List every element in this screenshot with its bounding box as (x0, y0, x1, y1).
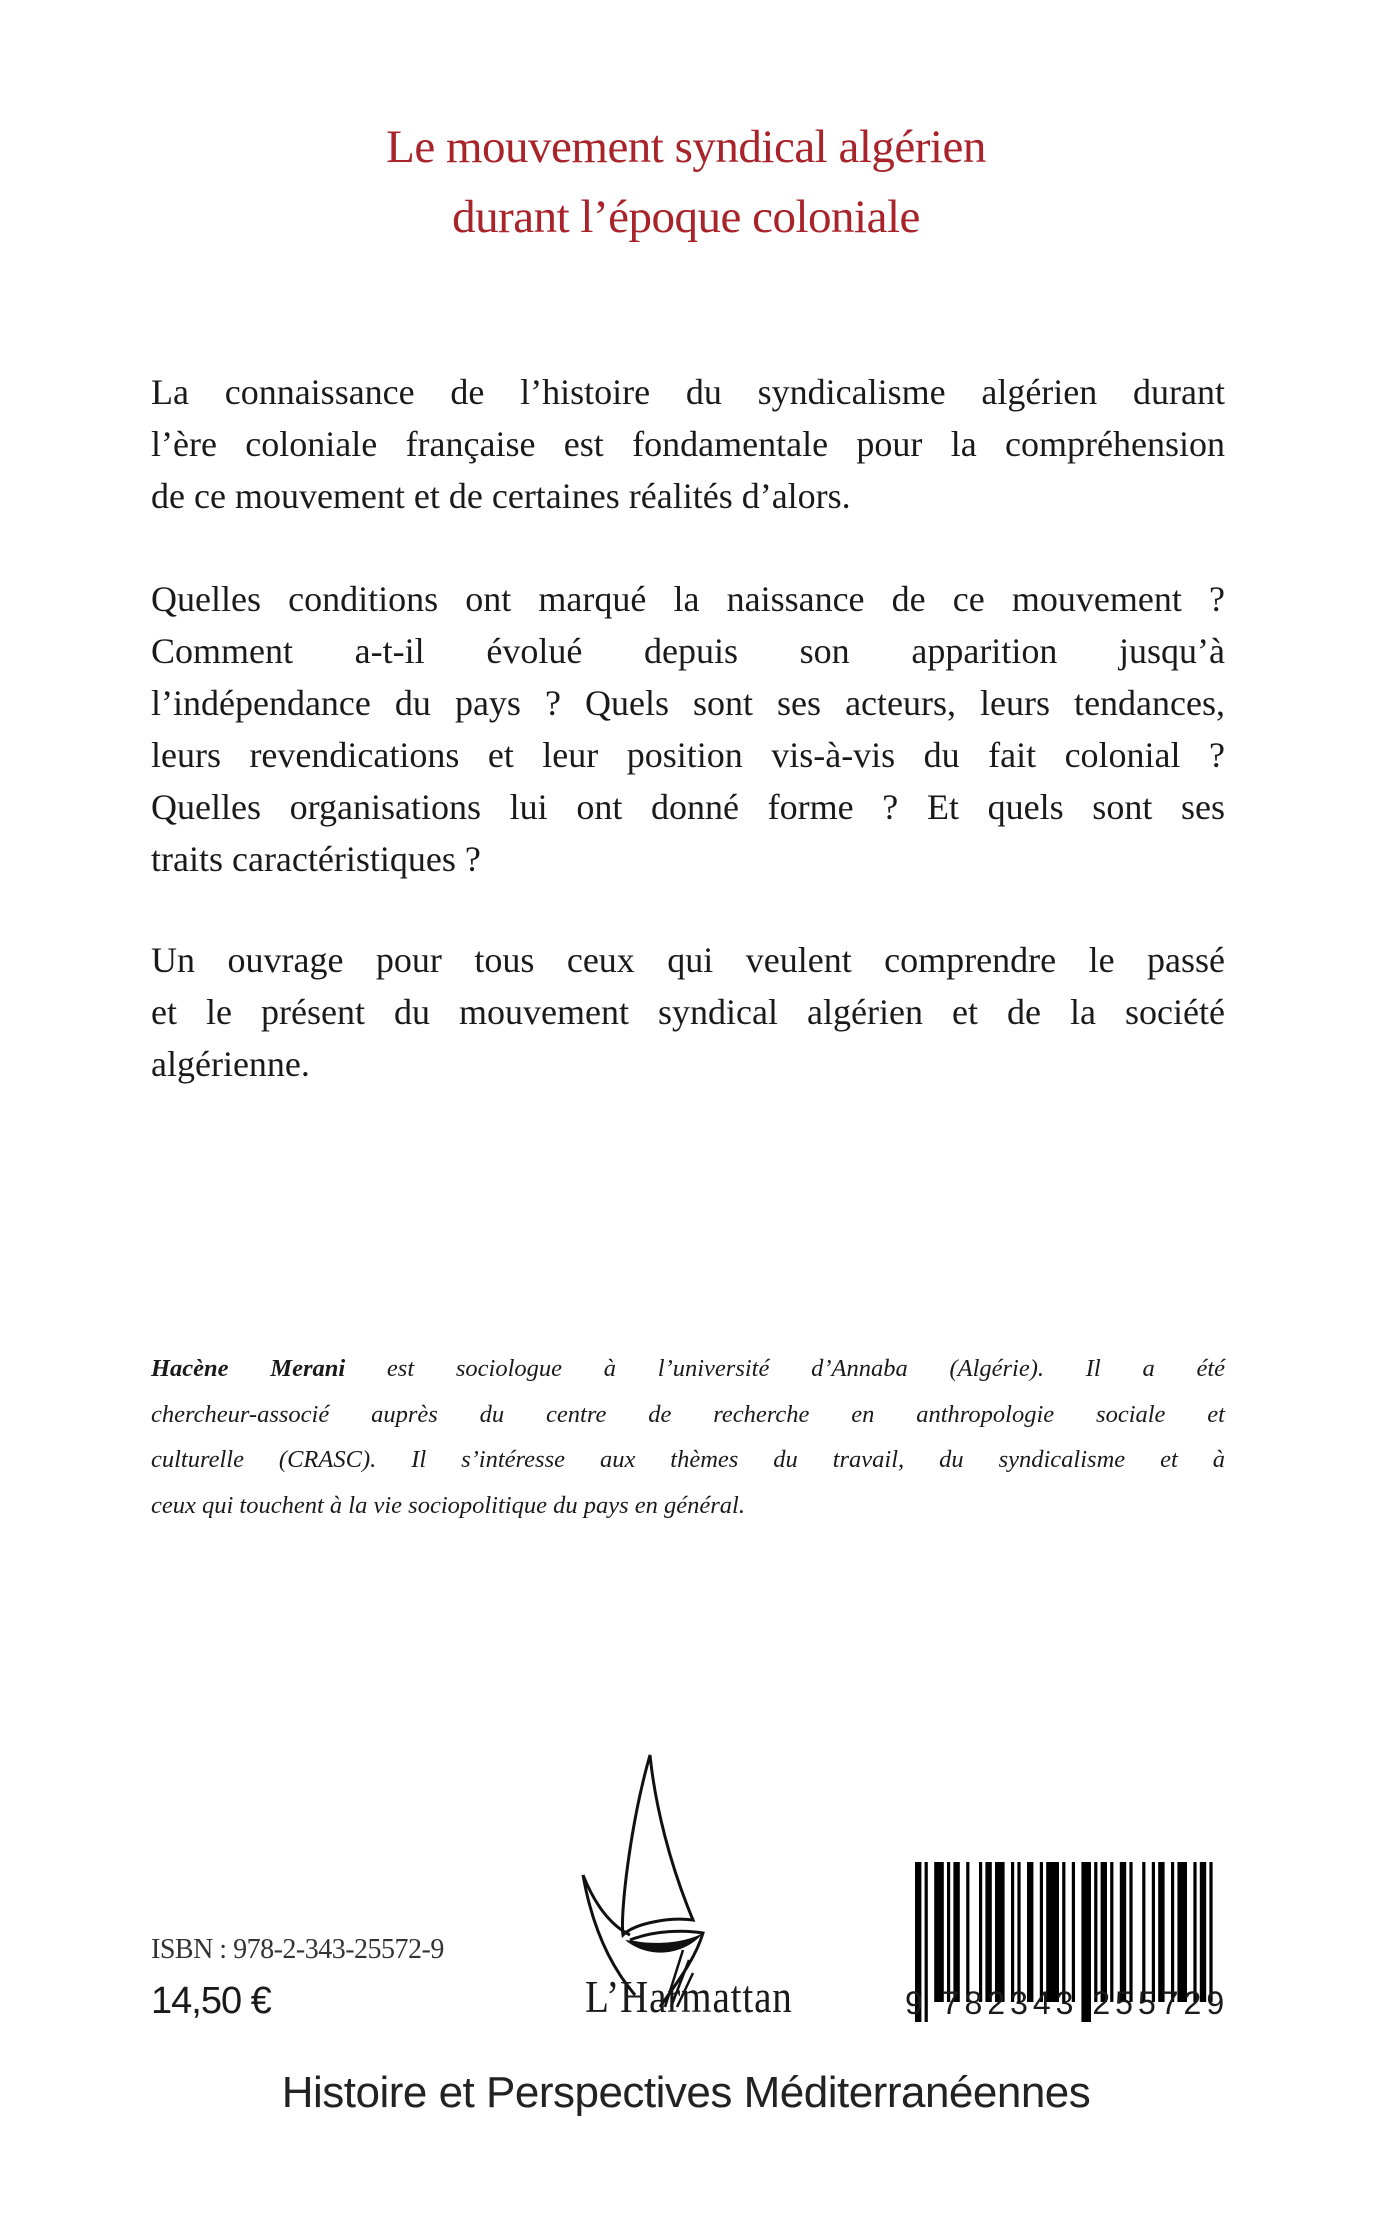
barcode-digits: 9 782343 255729 (905, 1985, 1230, 2021)
book-title (0, 112, 1372, 252)
bio-line: ceux qui touchent à la vie sociopolitique du pays en général. (151, 1491, 745, 1519)
barcode-bar (966, 1862, 969, 2002)
price: 14,50 € (151, 1980, 271, 2022)
bio-line: chercheur-associé auprès du centre de recherche en anthropologie sociale et (151, 1400, 1225, 1428)
barcode-bar (1017, 1862, 1020, 2002)
barcode-bar (1110, 1862, 1113, 2002)
paragraph-questions (151, 573, 1225, 885)
barcode-bar (995, 1862, 1005, 2002)
barcode-bar (1158, 1862, 1164, 2002)
bio-line: culturelle (CRASC). Il s’intéresse aux thèmes du travail, du syndicalisme et à (151, 1446, 1225, 1473)
barcode-bar (1094, 1862, 1097, 2002)
barcode-bar (1062, 1862, 1065, 2002)
barcode-bar (934, 1862, 944, 2002)
barcode-bar (953, 1862, 959, 2002)
barcode-bar (1120, 1862, 1126, 2002)
bio-text: est sociologue à l’université d’Annaba (Algérie). Il a été (345, 1355, 1226, 1382)
barcode-bar (1142, 1862, 1145, 2002)
bio-line (151, 1346, 1225, 1392)
barcode-bar (1011, 1862, 1014, 2002)
barcode-bar (1101, 1862, 1107, 2002)
title-line-2: durant l’époque coloniale (452, 191, 920, 243)
series-name: Histoire et Perspectives Méditerranéennes (281, 2068, 1091, 2117)
barcode-bar (1040, 1862, 1043, 2002)
barcode-bar (1129, 1862, 1132, 2002)
paragraph-summary (151, 934, 1225, 1090)
text-line: leurs revendications et leur position vis-à-vis du fait colonial ? (151, 735, 1225, 775)
barcode-bar (947, 1862, 950, 2002)
text-line: l’ère coloniale française est fondamentale pour la compréhension (151, 424, 1225, 464)
text-line: traits caractéristiques ? (151, 839, 481, 879)
publisher-name: L’Harmattan (585, 1971, 793, 2022)
barcode-bar (1200, 1862, 1206, 2002)
text-line: Un ouvrage pour tous ceux qui veulent comprendre le passé (151, 940, 1225, 980)
text-line: La connaissance de l’histoire du syndicalisme algérien durant (151, 372, 1225, 412)
barcode-bar (1209, 1862, 1212, 2002)
barcode-bar (979, 1862, 982, 2002)
text-line: l’indépendance du pays ? Quels sont ses acteurs, leurs tendances, (151, 683, 1225, 723)
title-line-1: Le mouvement syndical algérien (386, 121, 986, 173)
barcode-bar (1171, 1862, 1174, 2002)
text-line: algérienne. (151, 1044, 310, 1084)
text-line: Quelles conditions ont marqué la naissance de ce mouvement ? (151, 579, 1225, 619)
author-bio (151, 1346, 1225, 1528)
barcode-bar (1152, 1862, 1155, 2002)
barcode-bar (1072, 1862, 1075, 2002)
text-line: Quelles organisations lui ont donné forme ? Et quels sont ses (151, 787, 1225, 827)
text-line: de ce mouvement et de certaines réalités d’alors. (151, 476, 851, 516)
text-line: Comment a-t-il évolué depuis son apparition jusqu’à (151, 631, 1225, 671)
barcode-bar (1177, 1862, 1187, 2002)
barcode-bar (1046, 1862, 1059, 2002)
barcode-bar (985, 1862, 991, 2002)
text-line: et le présent du mouvement syndical algérien et de la société (151, 992, 1225, 1032)
isbn: ISBN : 978-2-343-25572-9 (151, 1934, 444, 1965)
barcode-bar (1193, 1862, 1196, 2002)
author-name: Hacène Merani (151, 1355, 346, 1382)
barcode-bar (1027, 1862, 1033, 2002)
paragraph-intro (151, 366, 1225, 522)
